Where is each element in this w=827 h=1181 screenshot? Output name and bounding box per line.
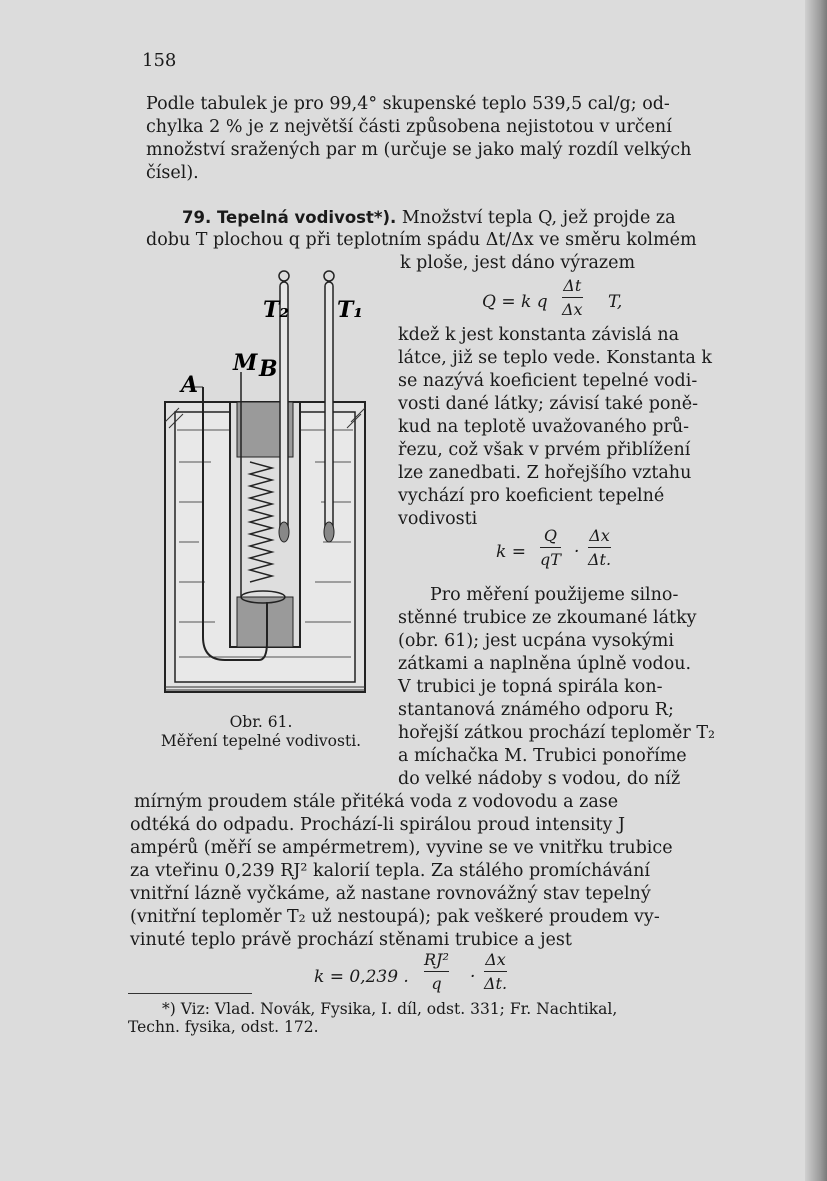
lower-stopper [237, 597, 293, 647]
section-line-2: dobu T plochou q při teplotním spádu Δt/Δx ve směru kolmém [146, 230, 697, 250]
right-col2-line-5: V trubici je topná spirála kon- [398, 677, 663, 697]
formula-1-right: T, [608, 292, 623, 312]
formula-3-dot: · [470, 967, 476, 987]
formula-2-fraction-2 [588, 526, 611, 569]
right-col2-line-6: stantanová známého odporu R; [398, 700, 674, 720]
full-line-6: (vnitřní teploměr T₂ už nestoupá); pak veškeré proudem vy- [130, 907, 660, 927]
formula-1-numerator: Δt [563, 276, 582, 295]
right-col-line-3: se nazývá koeficient tepelné vodi- [398, 371, 698, 391]
right-col2-line-7: hořejší zátkou prochází teploměr T₂ [398, 723, 716, 743]
formula-1-denominator: Δx [562, 300, 583, 319]
footnote-line-1: *) Viz: Vlad. Novák, Fysika, I. díl, odst. 331; Fr. Nachtikal, [162, 1000, 618, 1018]
right-col-line-7: lze zanedbati. Z hořejšího vztahu [398, 463, 692, 483]
right-col2-line-9: do velké nádoby s vodou, do níž [398, 769, 681, 789]
right-col-line-5: kud na teplotě uvažovaného prů- [398, 417, 689, 437]
formula-2-left: k = [496, 542, 526, 562]
formula-3-fraction-1 [424, 950, 449, 993]
apparatus-figure [155, 262, 385, 712]
label-t1: T₁ [337, 297, 364, 323]
formula-1-left: Q = k q [482, 292, 548, 312]
right-col-line-4: vosti dané látky; závisí také poně- [398, 394, 698, 414]
right-col-line-1: kdež k jest konstanta závislá na [398, 325, 680, 345]
full-line-3: ampérů (měří se ampérmetrem), vyvine se ve vnitřku trubice [130, 838, 673, 858]
intro-line-4: čísel). [146, 163, 199, 183]
label-b: B [259, 356, 278, 382]
intro-line-1: Podle tabulek je pro 99,4° skupenské teplo 539,5 cal/g; od- [146, 94, 670, 114]
full-line-4: za vteřinu 0,239 RJ² kalorií tepla. Za stálého promíchávání [130, 861, 650, 881]
full-line-7: vinuté teplo právě prochází stěnami trubice a jest [130, 930, 572, 950]
right-col2-line-4: zátkami a naplněna úplně vodou. [398, 654, 692, 674]
right-col-line-2: látce, již se teplo vede. Konstanta k [398, 348, 713, 368]
footnote-rule [128, 993, 252, 994]
right-col2-line-1: Pro měření použijeme silno- [430, 585, 679, 605]
right-col-line-9: vodivosti [398, 509, 478, 529]
formula-3-left: k = 0,239 . [314, 967, 409, 987]
figure-caption-2: Měření tepelné vodivosti. [160, 732, 362, 750]
right-col-line-8: vychází pro koeficient tepelné [398, 486, 665, 506]
figure-caption-1: Obr. 61. [229, 713, 293, 731]
label-a: A [181, 372, 199, 398]
section-heading-rest: Množství tepla Q, jež projde za [401, 208, 676, 228]
formula-2-den-1: qT [540, 550, 561, 569]
formula-3-num-2: Δx [485, 950, 506, 969]
formula-2-dot: · [574, 542, 580, 562]
thermometer-t1 [325, 282, 333, 537]
book-spine-shadow [805, 0, 827, 1181]
section-heading-line [182, 207, 676, 229]
full-line-2: odtéká do odpadu. Prochází-li spirálou proud intensity J [130, 815, 625, 835]
formula-3-den-2: Δt. [484, 974, 508, 993]
full-line-1: mírným proudem stále přitéká voda z vodovodu a zase [134, 792, 619, 812]
page-number: 158 [142, 50, 177, 71]
formula-2-num-2: Δx [589, 526, 610, 545]
right-col2-line-2: stěnné trubice ze zkoumané látky [398, 608, 697, 628]
section-line-3: k ploše, jest dáno výrazem [400, 253, 636, 273]
right-col-line-6: řezu, což však v prvém přiblížení [398, 440, 691, 460]
right-col2-line-8: a míchačka M. Trubici ponoříme [398, 746, 687, 766]
intro-line-3: množství sražených par m (určuje se jako malý rozdíl velkých [146, 140, 692, 160]
label-t2: T₂ [263, 297, 290, 323]
formula-3-fraction-2 [484, 950, 507, 993]
formula-3-den-1: q [431, 974, 442, 993]
formula-2-den-2: Δt. [588, 550, 612, 569]
full-line-5: vnitřní lázně vyčkáme, až nastane rovnovážný stav tepelný [130, 884, 651, 904]
footnote-line-2: Techn. fysika, odst. 172. [128, 1018, 319, 1036]
formula-2-fraction-1 [540, 526, 561, 569]
right-col2-line-3: (obr. 61); jest ucpána vysokými [398, 631, 674, 651]
section-heading: 79. Tepelná vodivost*). [182, 208, 397, 227]
formula-1-fraction [562, 276, 583, 319]
formula-2-num-1: Q [543, 526, 558, 545]
label-m: M [233, 350, 258, 376]
intro-line-2: chylka 2 % je z největší části způsobena nejistotou v určení [146, 117, 672, 137]
formula-3-num-1: RJ² [424, 950, 449, 969]
